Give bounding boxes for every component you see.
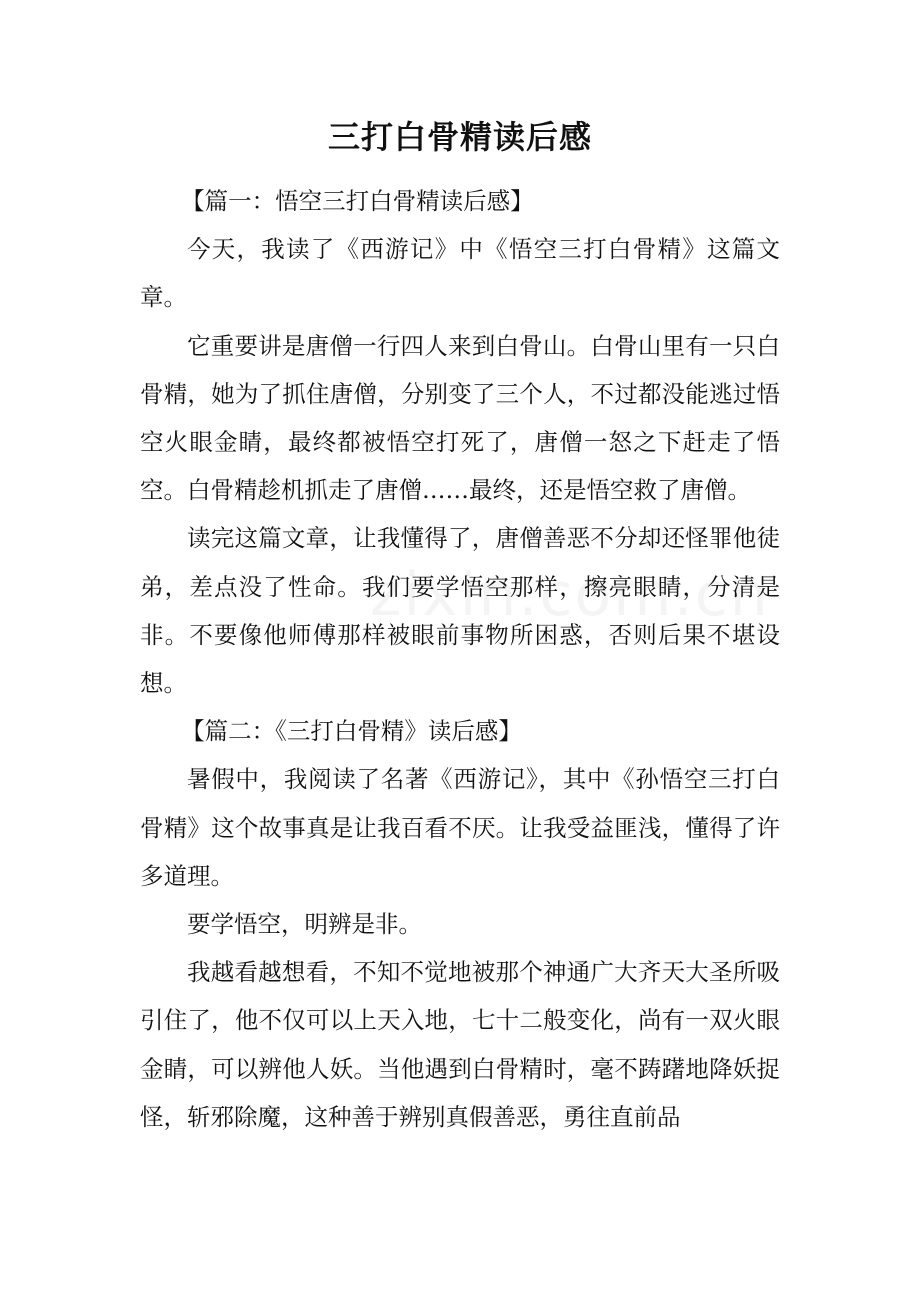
document-title: 三打白骨精读后感 (327, 118, 592, 156)
paragraph: 读完这篇文章，让我懂得了，唐僧善恶不分却还怪罪他徒弟，差点没了性命。我们要学悟空那样，擦亮眼睛，分清是非。不要像他师傅那样被眼前事物所困惑，否则后果不堪设想。 (140, 524, 780, 698)
section-heading-2: 【篇二：《三打白骨精》读后感】 (181, 717, 522, 746)
paragraph: 今天，我读了《西游记》中《悟空三打白骨精》这篇文章。 (140, 235, 780, 312)
paragraph: 它重要讲是唐僧一行四人来到白骨山。白骨山里有一只白骨精，她为了抓住唐僧，分别变了三个人，不过都没能逃过悟空火眼金睛，最终都被悟空打死了，唐僧一怒之下赶走了悟空。白骨精趁机抓走了唐僧……最终，还是悟空救了唐僧。 (140, 331, 780, 505)
paragraph: 要学悟空，明辨是非。 (187, 910, 422, 939)
section-heading-1: 【篇一：悟空三打白骨精读后感】 (181, 187, 534, 215)
document-body (140, 177, 780, 1141)
paragraph: 我越看越想看，不知不觉地被那个神通广大齐天大圣所吸引住了，他不仅可以上天入地，七十二般变化，尚有一双火眼金睛，可以辨他人妖。当他遇到白骨精时，毫不踌躇地降妖捉怪，斩邪除魔，这种善于辨别真假善恶，勇往直前品 (140, 958, 780, 1131)
paragraph: 暑假中，我阅读了名著《西游记》，其中《孙悟空三打白骨精》这个故事真是让我百看不厌。让我受益匪浅，懂得了许多道理。 (140, 765, 780, 890)
